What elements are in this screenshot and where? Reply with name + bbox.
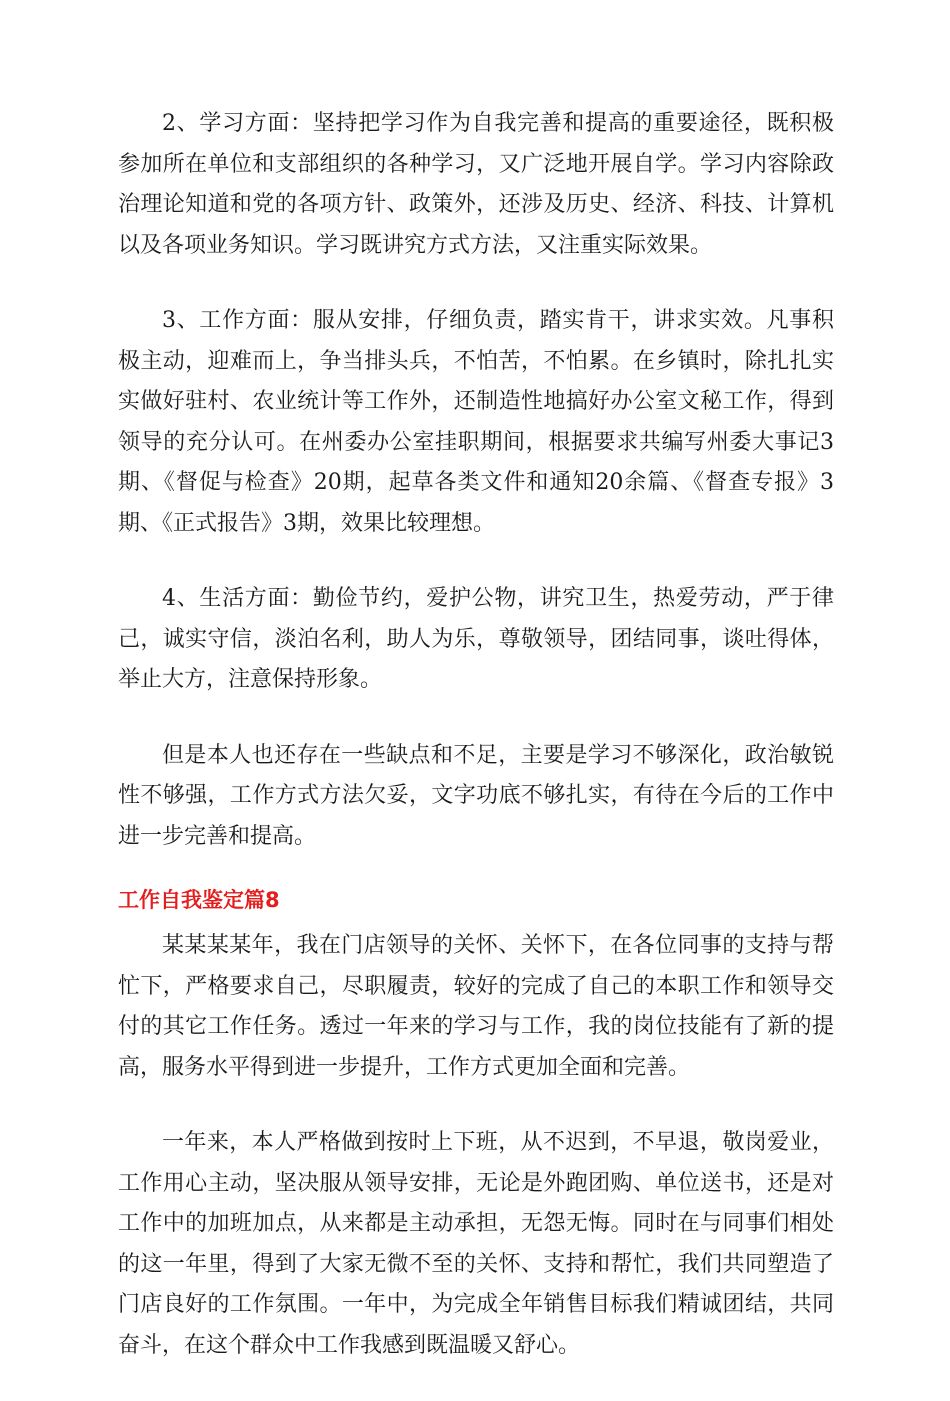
paragraph-study: 2、学习方面：坚持把学习作为自我完善和提高的重要途径，既积极参加所在单位和支部组织的各种学习，又广泛地开展自学。学习内容除政治理论知道和党的各项方针、政策外，还涉及历史、经济、科技、计算机以及各项业务知识。学习既讲究方式方法，又注重实际效果。 — [118, 111, 834, 258]
paragraph-year-summary: 某某某某年，我在门店领导的关怀、关怀下，在各位同事的支持与帮忙下，严格要求自己，尽职履责，较好的完成了自己的本职工作和领导交付的其它工作任务。透过一年来的学习与工作，我的岗位技能有了新的提高，服务水平得到进一步提升，工作方式更加全面和完善。 — [118, 933, 834, 1080]
paragraph-work: 3、工作方面：服从安排，仔细负责，踏实肯干，讲求实效。凡事积极主动，迎难而上，争当排头兵，不怕苦，不怕累。在乡镇时，除扎扎实实做好驻村、农业统计等工作外，还制造性地搞好办公室文秘工作，得到领导的充分认可。在州委办公室挂职期间，根据要求共编写州委大事记3期、《督促与检查》20期，起草各类文件和通知20余篇、《督查专报》3期、《正式报告》3期，效果比较理想。 — [118, 308, 834, 536]
paragraph-shortcomings: 但是本人也还存在一些缺点和不足，主要是学习不够深化，政治敏锐性不够强，工作方式方法欠妥，文字功底不够扎实，有待在今后的工作中进一步完善和提高。 — [118, 742, 834, 849]
document-body — [118, 104, 834, 1401]
paragraph-life: 4、生活方面：勤俭节约，爱护公物，讲究卫生，热爱劳动，严于律己，诚实守信，淡泊名利，助人为乐，尊敬领导，团结同事，谈吐得体，举止大方，注意保持形象。 — [118, 586, 834, 692]
paragraph-attendance: 一年来，本人严格做到按时上下班，从不迟到，不早退，敬岗爱业，工作用心主动，坚决服从领导安排，无论是外跑团购、单位送书，还是对工作中的加班加点，从来都是主动承担，无怨无悔。同时在与同事们相处的这一年里，得到了大家无微不至的关怀、支持和帮忙，我们共同塑造了门店良好的工作氛围。一年中，为完成全年销售目标我们精诚团结，共同奋斗，在这个群众中工作我感到既温暖又舒心。 — [118, 1130, 834, 1358]
section-heading: 工作自我鉴定篇8 — [118, 888, 280, 912]
